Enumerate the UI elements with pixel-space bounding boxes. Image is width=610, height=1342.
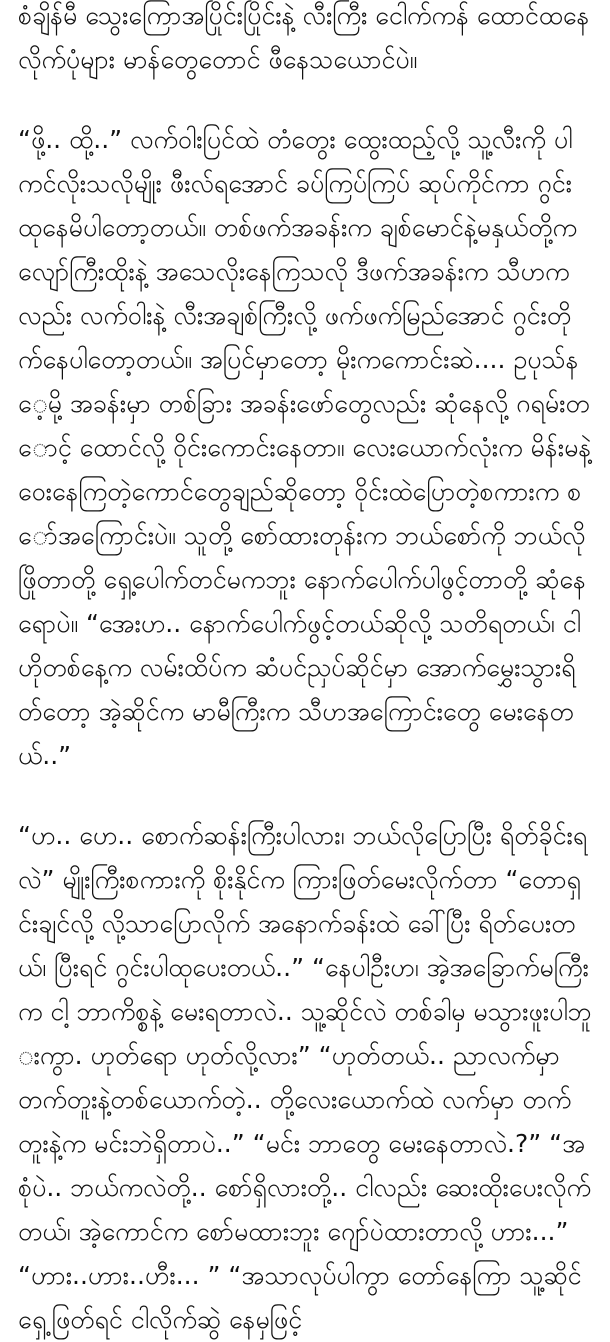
paragraph-2: “ဖို့.. ထို့..” လက်ဝါးပြင်ထဲ တံတွေး ထွေးထည့်လို့ သူ့လီးကို ပါကင်လိုးသလိုမျိုး ဖီးလ်ရအောင် ခပ်ကြပ်ကြပ် ဆုပ်ကိုင်ကာ ဂွင်းထုနေမိပါတော့တယ်။ တစ်ဖက်အခန်းက ချစ်မောင်နဲ့မနှယ်တို့က လျော်ကြီးထိုးနဲ့ အသေလိုးနေကြသလို ဒီဖက်အခန်းက သီဟကလည်း လက်ဝါးနဲ့ လီးအချစ်ကြီးလို့ ဖက်ဖက်မြည်အောင် ဂွင်းတိုက်နေပါတော့တယ်။ အပြင်မှာတော့ မိုးကကောင်းဆဲ.... ဥပုသ်နေ့မို့ အခန်းမှာ တစ်ခြား အခန်းဖော်တွေလည်း ဆုံနေလို့ ဂရမ်းတောင့် ထောင်လို့ ဝိုင်းကောင်းနေတာ။ လေးယောက်လုံးက မိန်းမနဲ့ ဝေးနေကြတဲ့ကောင်တွေချည်ဆိုတော့ ဝိုင်းထဲပြောတဲ့စကားက စော်အကြောင်းပဲ။ သူတို့ စော်ထားတုန်းက ဘယ်စော်ကို ဘယ်လိုဖြိုတာတို့ ရှေ့ပေါက်တင်မကဘူး နောက်ပေါက်ပါဖွင့်တာတို့ ဆုံနေရောပဲ။ “အေးဟ.. နောက်ပေါက်ဖွင့်တယ်ဆိုလို့ သတိရတယ်၊ ငါ ဟိုတစ်နေ့က လမ်းထိပ်က ဆံပင်ညှပ်ဆိုင်မှာ အောက်မွှေးသွားရိတ်တော့ အဲ့ဆိုင်က မာမီကြီးက သီဟအကြောင်းတွေ မေးနေတယ်..” [18,125,592,770]
paragraph-3: “ဟ.. ဟေ.. စောက်ဆန်းကြီးပါလား၊ ဘယ်လိုပြောပြီး ရိတ်ခိုင်းရလဲ” မျိုးကြီးစကားကို စိုးနိုင်က ကြားဖြတ်မေးလိုက်တာ “တောရှင်းချင်လို့ လို့သာပြောလိုက် အနောက်ခန်းထဲ ခေါ်ပြီး ရိတ်ပေးတယ်၊ ပြီးရင် ဂွင်းပါထုပေးတယ်..” “နေပါဦးဟ၊ အဲ့အခြောက်မကြီးက ငါ့ ဘာကိစ္စနဲ့ မေးရတာလဲ.. သူ့ဆိုင်လဲ တစ်ခါမှ မသွားဖူးပါဘူးကွာ. ဟုတ်ရော ဟုတ်လို့လား” “ဟုတ်တယ်.. ညာလက်မှာ တက်တူးနဲ့တစ်ယောက်တဲ့.. တို့လေးယောက်ထဲ လက်မှာ တက်တူးနဲ့က မင်းဘဲရှိတာပဲ..” “မင်း ဘာတွေ မေးနေတာလဲ.?” “အစုံပဲ.. ဘယ်ကလဲတို့.. စော်ရှိလားတို့.. ငါလည်း ဆေးထိုးပေးလိုက်တယ်၊ အဲ့ကောင်က စော်မထားဘူး ဂျော်ပဲထားတာလို့ ဟား...” “ဟား..ဟား..ဟီး... ” “အသာလုပ်ပါကွာ တော်နေကြာ သူ့ဆိုင်ရှေ့ဖြတ်ရင် ငါလိုက်ဆွဲ နေမှဖြင့် [18,821,592,1334]
paragraph-1: စံချိန်မီ သွေးကြောအပြိုင်းပြိုင်းနဲ့ လီးကြီး ငေါက်ကန် ထောင်ထနေလိုက်ပုံများ မာန်တွေတောင် ဖီနေသယောင်ပဲ။ [18,1,590,74]
